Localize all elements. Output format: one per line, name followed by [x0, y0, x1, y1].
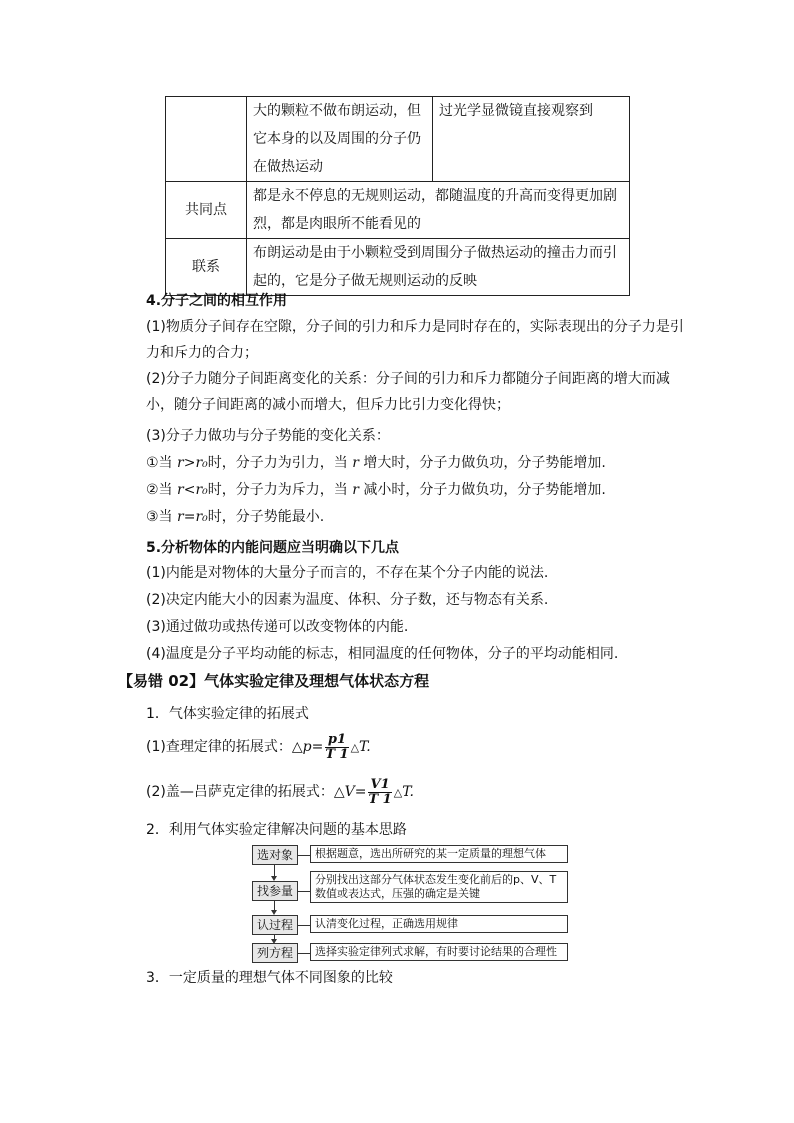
numerator: V1	[368, 778, 391, 793]
condition-line	[146, 504, 686, 530]
flow-step-box: 找参量	[252, 881, 298, 901]
section-heading: 4.分子之间的相互作用	[146, 293, 288, 309]
paragraph: (4)温度是分子平均动能的标志，相同温度的任何物体，分子的平均动能相同.	[146, 646, 619, 662]
condition-line	[146, 450, 686, 476]
math-var: r	[352, 455, 359, 471]
paragraph: (1)物质分子间存在空隙，分子间的引力和斥力是同时存在的，实际表现出的分子力是引力和斥力的合力；	[146, 319, 684, 361]
math-var: r	[352, 482, 359, 498]
table-row	[166, 239, 630, 296]
flow-step-desc: 分别找出这部分气体状态发生变化前后的p、V、T数值或表达式，压强的确定是关键	[310, 871, 568, 903]
list-item: 3．一定质量的理想气体不同图象的比较	[146, 970, 393, 986]
flow-step-box: 认过程	[252, 915, 298, 935]
text: 减小时，分子力做负功，分子势能增加.	[358, 482, 606, 498]
flow-diagram	[252, 842, 572, 964]
connector	[298, 925, 310, 926]
math-var: T.	[402, 784, 414, 800]
table-cell: 都是永不停息的无规则运动，都随温度的升高而变得更加剧烈，都是肉眼所不能看见的	[247, 182, 630, 239]
condition-line	[146, 477, 686, 503]
table-cell: 过光学显微镜直接观察到	[433, 97, 630, 182]
flow-step-desc: 认清变化过程，正确选用规律	[310, 915, 568, 933]
flow-step-box: 选对象	[252, 845, 298, 865]
text: 时，分子力为引力，当	[207, 455, 353, 471]
flow-step-desc: 根据题意，选出所研究的某一定质量的理想气体	[310, 845, 568, 863]
math-condition: r=r₀	[177, 509, 208, 525]
text: 增大时，分子力做负功，分子势能增加.	[358, 455, 606, 471]
text: 时，分子势能最小.	[207, 509, 325, 525]
text: ②当	[146, 482, 178, 498]
paragraph: (2)分子力随分子间距离变化的关系：分子间的引力和斥力都随分子间距离的增大而减小，随分子间距离的减小而增大，但斥力比引力变化得快；	[146, 371, 670, 413]
numerator: p1	[325, 733, 348, 748]
flow-step-box: 列方程	[252, 943, 298, 963]
text: (1)查理定律的拓展式：△	[146, 739, 303, 755]
paragraph: (2)决定内能大小的因素为温度、体积、分子数，还与物态有关系.	[146, 592, 549, 608]
math-condition: r>r₀	[177, 455, 208, 471]
flow-step-desc: 选择实验定律列式求解，有时要讨论结果的合理性	[310, 943, 568, 961]
denominator: T 1	[325, 746, 349, 762]
section-heading: 5.分析物体的内能问题应当明确以下几点	[146, 540, 400, 556]
table-row-label: 联系	[166, 239, 247, 296]
table-row	[166, 97, 630, 182]
paragraph: (3)通过做功或热传递可以改变物体的内能.	[146, 619, 409, 635]
paragraph: (3)分子力做功与分子势能的变化关系：	[146, 428, 390, 444]
formula-line: (2)盖—吕萨克定律的拓展式：△V= $\frac{V1}{T 1}$ △T.	[146, 776, 414, 807]
connector	[298, 891, 310, 892]
section-title: 【易错 02】气体实验定律及理想气体状态方程	[118, 672, 430, 690]
fraction	[368, 778, 391, 807]
list-item: 1．气体实验定律的拓展式	[146, 706, 309, 722]
text: ①当	[146, 455, 178, 471]
text: (2)盖—吕萨克定律的拓展式：△	[146, 784, 345, 800]
math-var: p	[302, 739, 312, 755]
paragraph: (1)内能是对物体的大量分子而言的，不存在某个分子内能的说法.	[146, 565, 549, 581]
fraction	[325, 733, 348, 762]
text: ③当	[146, 509, 178, 525]
math-var: T.	[359, 739, 371, 755]
math-var: V	[344, 784, 355, 800]
table-row-label: 共同点	[166, 182, 247, 239]
list-item: 2．利用气体实验定律解决问题的基本思路	[146, 822, 407, 838]
comparison-table	[165, 96, 630, 296]
table-cell: 布朗运动是由于小颗粒受到周围分子做热运动的撞击力而引起的，它是分子做无规则运动的反映	[247, 239, 630, 296]
table-row	[166, 182, 630, 239]
denominator: T 1	[368, 791, 392, 807]
connector	[298, 953, 310, 954]
table-cell: 大的颗粒不做布朗运动，但它本身的以及周围的分子仍在做热运动	[247, 97, 433, 182]
connector	[298, 855, 310, 856]
table-cell-empty	[166, 97, 247, 182]
formula-line: (1)查理定律的拓展式：△p= $\frac{p1}{T 1}$ △T.	[146, 731, 371, 762]
math-condition: r<r₀	[177, 482, 208, 498]
text: 时，分子力为斥力，当	[207, 482, 353, 498]
